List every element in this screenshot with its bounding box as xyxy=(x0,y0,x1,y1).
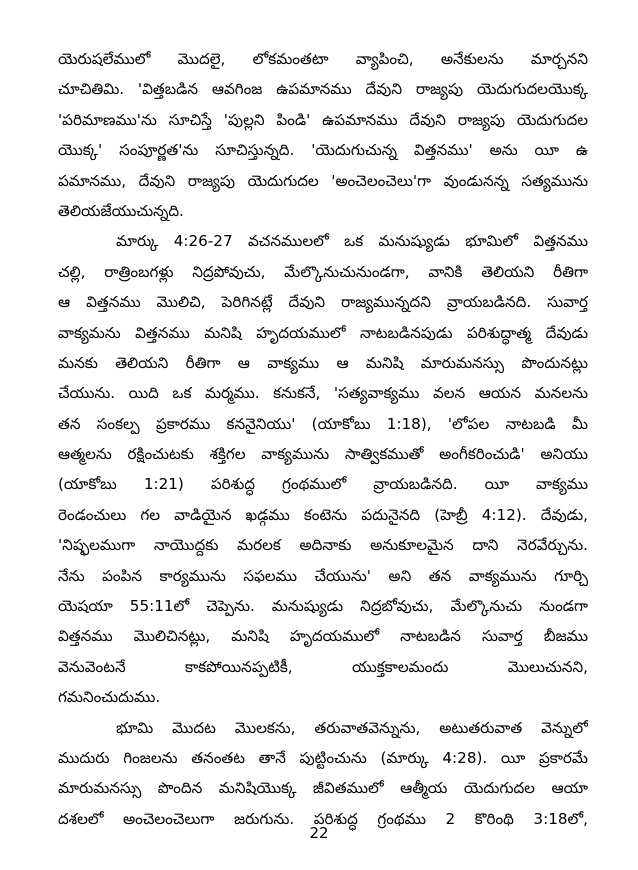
text-line: చూచితిమి. 'విత్తబడిన ఆవగింజ ఉపమానము దేవుని రాజ్యపు యెదుగుదలయొక్క xyxy=(58,80,588,99)
text-line: గమనించుదుము. xyxy=(58,688,161,707)
text-line: విత్తనము మొలిచినట్లు, మనిషి హృదయములో నాటబడిన సువార్త బీజము xyxy=(58,627,588,646)
text-line: ముదురు గింజలను తనంతట తానే పుట్టించును (మార్కు 4:28). యీ ప్రకారమే xyxy=(58,748,588,767)
text-line: తన సంకల్ప ప్రకారము కననైనియు' (యాకోబు 1:18), 'లోపల నాటబడి మీ xyxy=(58,414,588,433)
text-line: చేయును. యిది ఒక మర్మము. కనుకనే, 'సత్యవాక్యము వలన ఆయన మనలను xyxy=(58,384,588,403)
text-line: రెండంచులు గల వాడియైన ఖడ్గము కంటెను పదునైనది (హెబ్రీ 4:12). దేవుడు, xyxy=(58,505,588,524)
text-line: దశలలో అంచెలంచెలుగా జరుగును. పరిశుద్ధ గ్రంథము 2 కొరింథి 3:18లో, xyxy=(58,809,588,828)
text-line: మారుమనస్సు పొందిన మనిషియొక్క జీవితములో ఆత్మీయ యెదుగుదల ఆయా xyxy=(58,779,588,798)
paragraph xyxy=(58,44,588,226)
text-line: వెనువెంటనే కాకపోయినప్పటికీ, యుక్తకాలమందు మొలుచునని, xyxy=(58,657,588,676)
paragraph xyxy=(58,713,588,835)
text-line: (యాకోబు 1:21) పరిశుద్ధ గ్రంథములో వ్రాయబడినది. యీ వాక్యము xyxy=(58,475,588,494)
text-line: మనకు తెలియని రీతిగా ఆ వాక్యము ఆ మనిషి మారుమనస్సు పొందునట్లు xyxy=(58,353,588,372)
text-line: యొక్క' సంపూర్ణత'ను సూచిస్తున్నది. 'యెదుగుచున్న విత్తనము' అను యీ ఉ xyxy=(58,141,588,160)
text-line: యెషయా 55:11లో చెప్పెను. మనుష్యుడు నిద్రబోవుచు, మేల్కొనుచు నుండగా xyxy=(58,597,588,616)
text-line: యెరుషలేములో మొదలై, లోకమంతటా వ్యాపించి, అనేకులను మార్చనని xyxy=(58,50,588,68)
text-line: ఆ విత్తనము మొలిచి, పెరిగినట్లే దేవుని రాజ్యమున్నదని వ్రాయబడినది. సువార్త xyxy=(58,293,588,312)
text-line: నేను పంపిన కార్యమును సఫలము చేయును' అని తన వాక్యమును గూర్చి xyxy=(58,566,588,585)
text-line: 'పరిమాణము'ను సూచిస్తే 'పుల్లని పిండి' ఉపమానము దేవుని రాజ్యపు యెదుగుదల xyxy=(58,110,588,129)
text-line: భూమి మొదట మొలకను, తరువాతవెన్నును, అటుతరువాత వెన్నులో xyxy=(116,718,588,737)
paragraph xyxy=(58,226,588,712)
text-line: వాక్యమను విత్తనము మనిషి హృదయములో నాటబడినపుడు పరిశుద్ధాత్మ దేవుడు xyxy=(58,323,588,342)
page-number: 22 xyxy=(309,824,329,842)
text-line: పమానము, దేవుని రాజ్యపు యెదుగుదల 'అంచెలంచెలు'గా వుండునన్న సత్యమును xyxy=(58,171,588,190)
text-line: తెలియజేయుచున్నది. xyxy=(58,201,184,220)
text-line: 'నిష్ఫలముగా నాయొద్దకు మరలక అదినాకు అనుకూలమైన దాని నెరవేర్చును. xyxy=(58,536,588,555)
text-line: చల్లి, రాత్రింబగళ్లు నిద్రపోవుచు, మేల్కొనుచునుండగా, వానికి తెలియని రీతిగా xyxy=(58,262,588,281)
text-line: మార్కు 4:26-27 వచనములలో ఒక మనుష్యుడు భూమిలో విత్తనము xyxy=(116,232,588,251)
text-line: ఆత్మలను రక్షించుటకు శక్తిగల వాక్యమును సాత్వికముతో అంగీకరించుడి' అనియు xyxy=(58,445,588,464)
